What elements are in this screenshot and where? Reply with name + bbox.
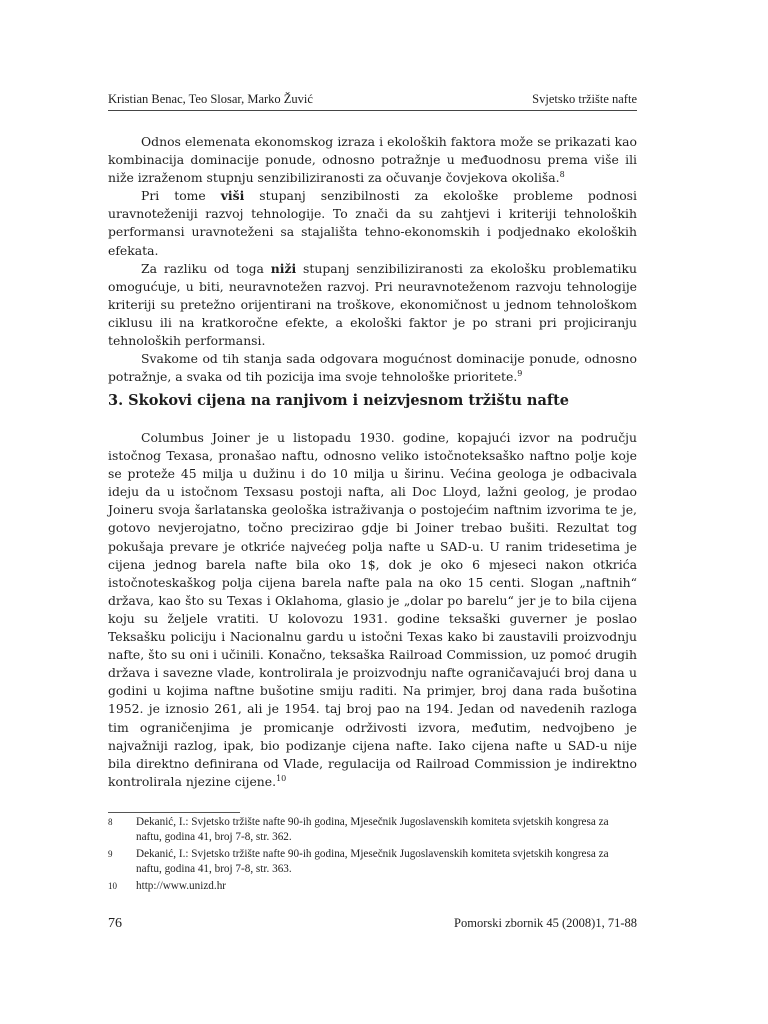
footnote-link[interactable]: http://www.unizd.hr [136, 880, 227, 893]
footnote [108, 847, 637, 876]
paragraph-text: stupanj senzibilnosti za ekološke probleme podnosi uravnoteženiji razvoj tehnologije. To znači da su zahtjevi i kriteriji tehnoloških performansi uravnoteženi sa stajališta tehno-ekonomskih i podjednako ekoloških efekata. [108, 188, 637, 258]
paragraph [108, 187, 637, 259]
footnote-ref[interactable]: 8 [559, 170, 565, 180]
paragraph-text: Odnos elemenata ekonomskog izraza i ekoloških faktora može se prikazati kao kombinacija dominacije ponude, odnosno potražnje u međuodnosu prema više ili niže izraženom stupnju senzibiliziranosti za očuvanje čovjekova okoliša. [108, 134, 637, 186]
page-footer [108, 916, 637, 932]
paragraph-text: Za razliku od toga [141, 260, 271, 276]
header-running-title: Svjetsko tržište nafte [532, 92, 637, 106]
section-heading: 3. Skokovi cijena na ranjivom i neizvjesnom tržištu nafte [108, 392, 570, 409]
footnote-ref[interactable]: 9 [517, 369, 523, 379]
footnote-number: 10 [108, 881, 117, 892]
paragraph [108, 350, 637, 386]
paragraph-text: Columbus Joiner je u listopadu 1930. godine, kopajući izvor na području istočnog Texasa, pronašao naftu, odnosno veliko istočnoteksaško naftno polje koje se proteže 45 milja u dužinu i do 10 milja u širinu. Većina geologa je odbacivala ideju da u istočnom Texsasu postoji nafta, ali Doc Lloyd, lažni geolog, je prodao Joineru svoja šarlatanska geološka istraživanja o postojećim naftnim izvorima te je, gotovo nevjerojatno, točno precizirao gdje bi Joiner trebao bušiti. Rezultat tog pokušaja prevare je otkriće najvećeg polja nafte u SAD-u. U ranim tridesetima je cijena jednog barela nafte bila oko 1$, dok je oko 6 mjeseci nakon otkrića istočnoteskaškog polja cijena barela nafte pala na oko 15 centi. Slogan „naftnih“ država, kao što su Texas i Oklahoma, glasio je „dolar po barelu“ jer je to bila cijena koju su željele vratiti. U kolovozu 1931. godine teksaški guverner je poslao Teksašku policiju i Nacionalnu gardu u istočni Texas kako bi zaustavili proizvodnju nafte, što su oni i učinili. Konačno, teksaška Railroad Commission, uz pomoć drugih država i savezne vlade, kontrolirala je proizvodnju nafte ograničavajući broj dana u godini u kojima naftne bušotine smiju raditi. Na primjer, broj dana rada bušotina 1952. je iznosio 261, ali je 1954. taj broj pao na 194. Jedan od navedenih razloga tim ograničenjima je promicanje održivosti izvora, međutim, nedvojbeno je najvažniji razlog, ipak, bio podizanje cijena nafte. Iako cijena nafte u SAD-u nije bila direktno definirana od Vlade, regulacija od Railroad Commission je indirektno kontrolirala njezine cijene. [108, 430, 637, 789]
footnote-divider [108, 812, 240, 813]
paragraph-text: Pri tome [141, 188, 221, 204]
journal-citation: Pomorski zbornik 45 (2008)1, 71-88 [454, 916, 637, 930]
footnote-text: Dekanić, I.: Svjetsko tržište nafte 90-ih godina, Mjesečnik Jugoslavenskih komiteta svjetskih kongresa za naftu, godina 41, broj 7-8, str. 362. [136, 816, 609, 843]
emphasis: niži [270, 260, 297, 276]
footnote-text: Dekanić, I.: Svjetsko tržište nafte 90-ih godina, Mjesečnik Jugoslavenskih komiteta svjetskih kongresa za naftu, godina 41, broj 7-8, str. 363. [136, 848, 609, 875]
paragraph-text: stupanj senzibiliziranosti za ekološku problematiku omogućuje, u biti, neuravnotežen razvoj. Pri neuravnoteženom razvoju tehnologije kriteriji su pretežno orijentirani na troškove, ekonomičnost u jednom tehnološkom ciklusu ili na kratkoročne efekte, a ekološki faktor je po strani pri projiciranju tehnoloških performansi. [108, 260, 637, 349]
page-number: 76 [108, 916, 122, 931]
paragraph-text: Svakome od tih stanja sada odgovara mogućnost dominacije ponude, odnosno potražnje, a svaka od tih pozicija ima svoje tehnološke prioritete. [108, 351, 637, 385]
footnote [108, 815, 637, 844]
paragraph [108, 133, 637, 187]
footnote-ref[interactable]: 10 [276, 773, 287, 783]
footnotes [108, 815, 637, 897]
footnote-number: 9 [108, 849, 113, 860]
paragraph [108, 429, 637, 791]
header-authors: Kristian Benac, Teo Slosar, Marko Žuvić [108, 92, 313, 106]
running-header [108, 92, 637, 107]
footnote [108, 879, 637, 894]
paragraph [108, 260, 637, 350]
emphasis: viši [220, 188, 245, 204]
header-divider [108, 110, 637, 111]
intro-text [108, 133, 637, 386]
section-text [108, 429, 637, 791]
footnote-number: 8 [108, 817, 113, 827]
